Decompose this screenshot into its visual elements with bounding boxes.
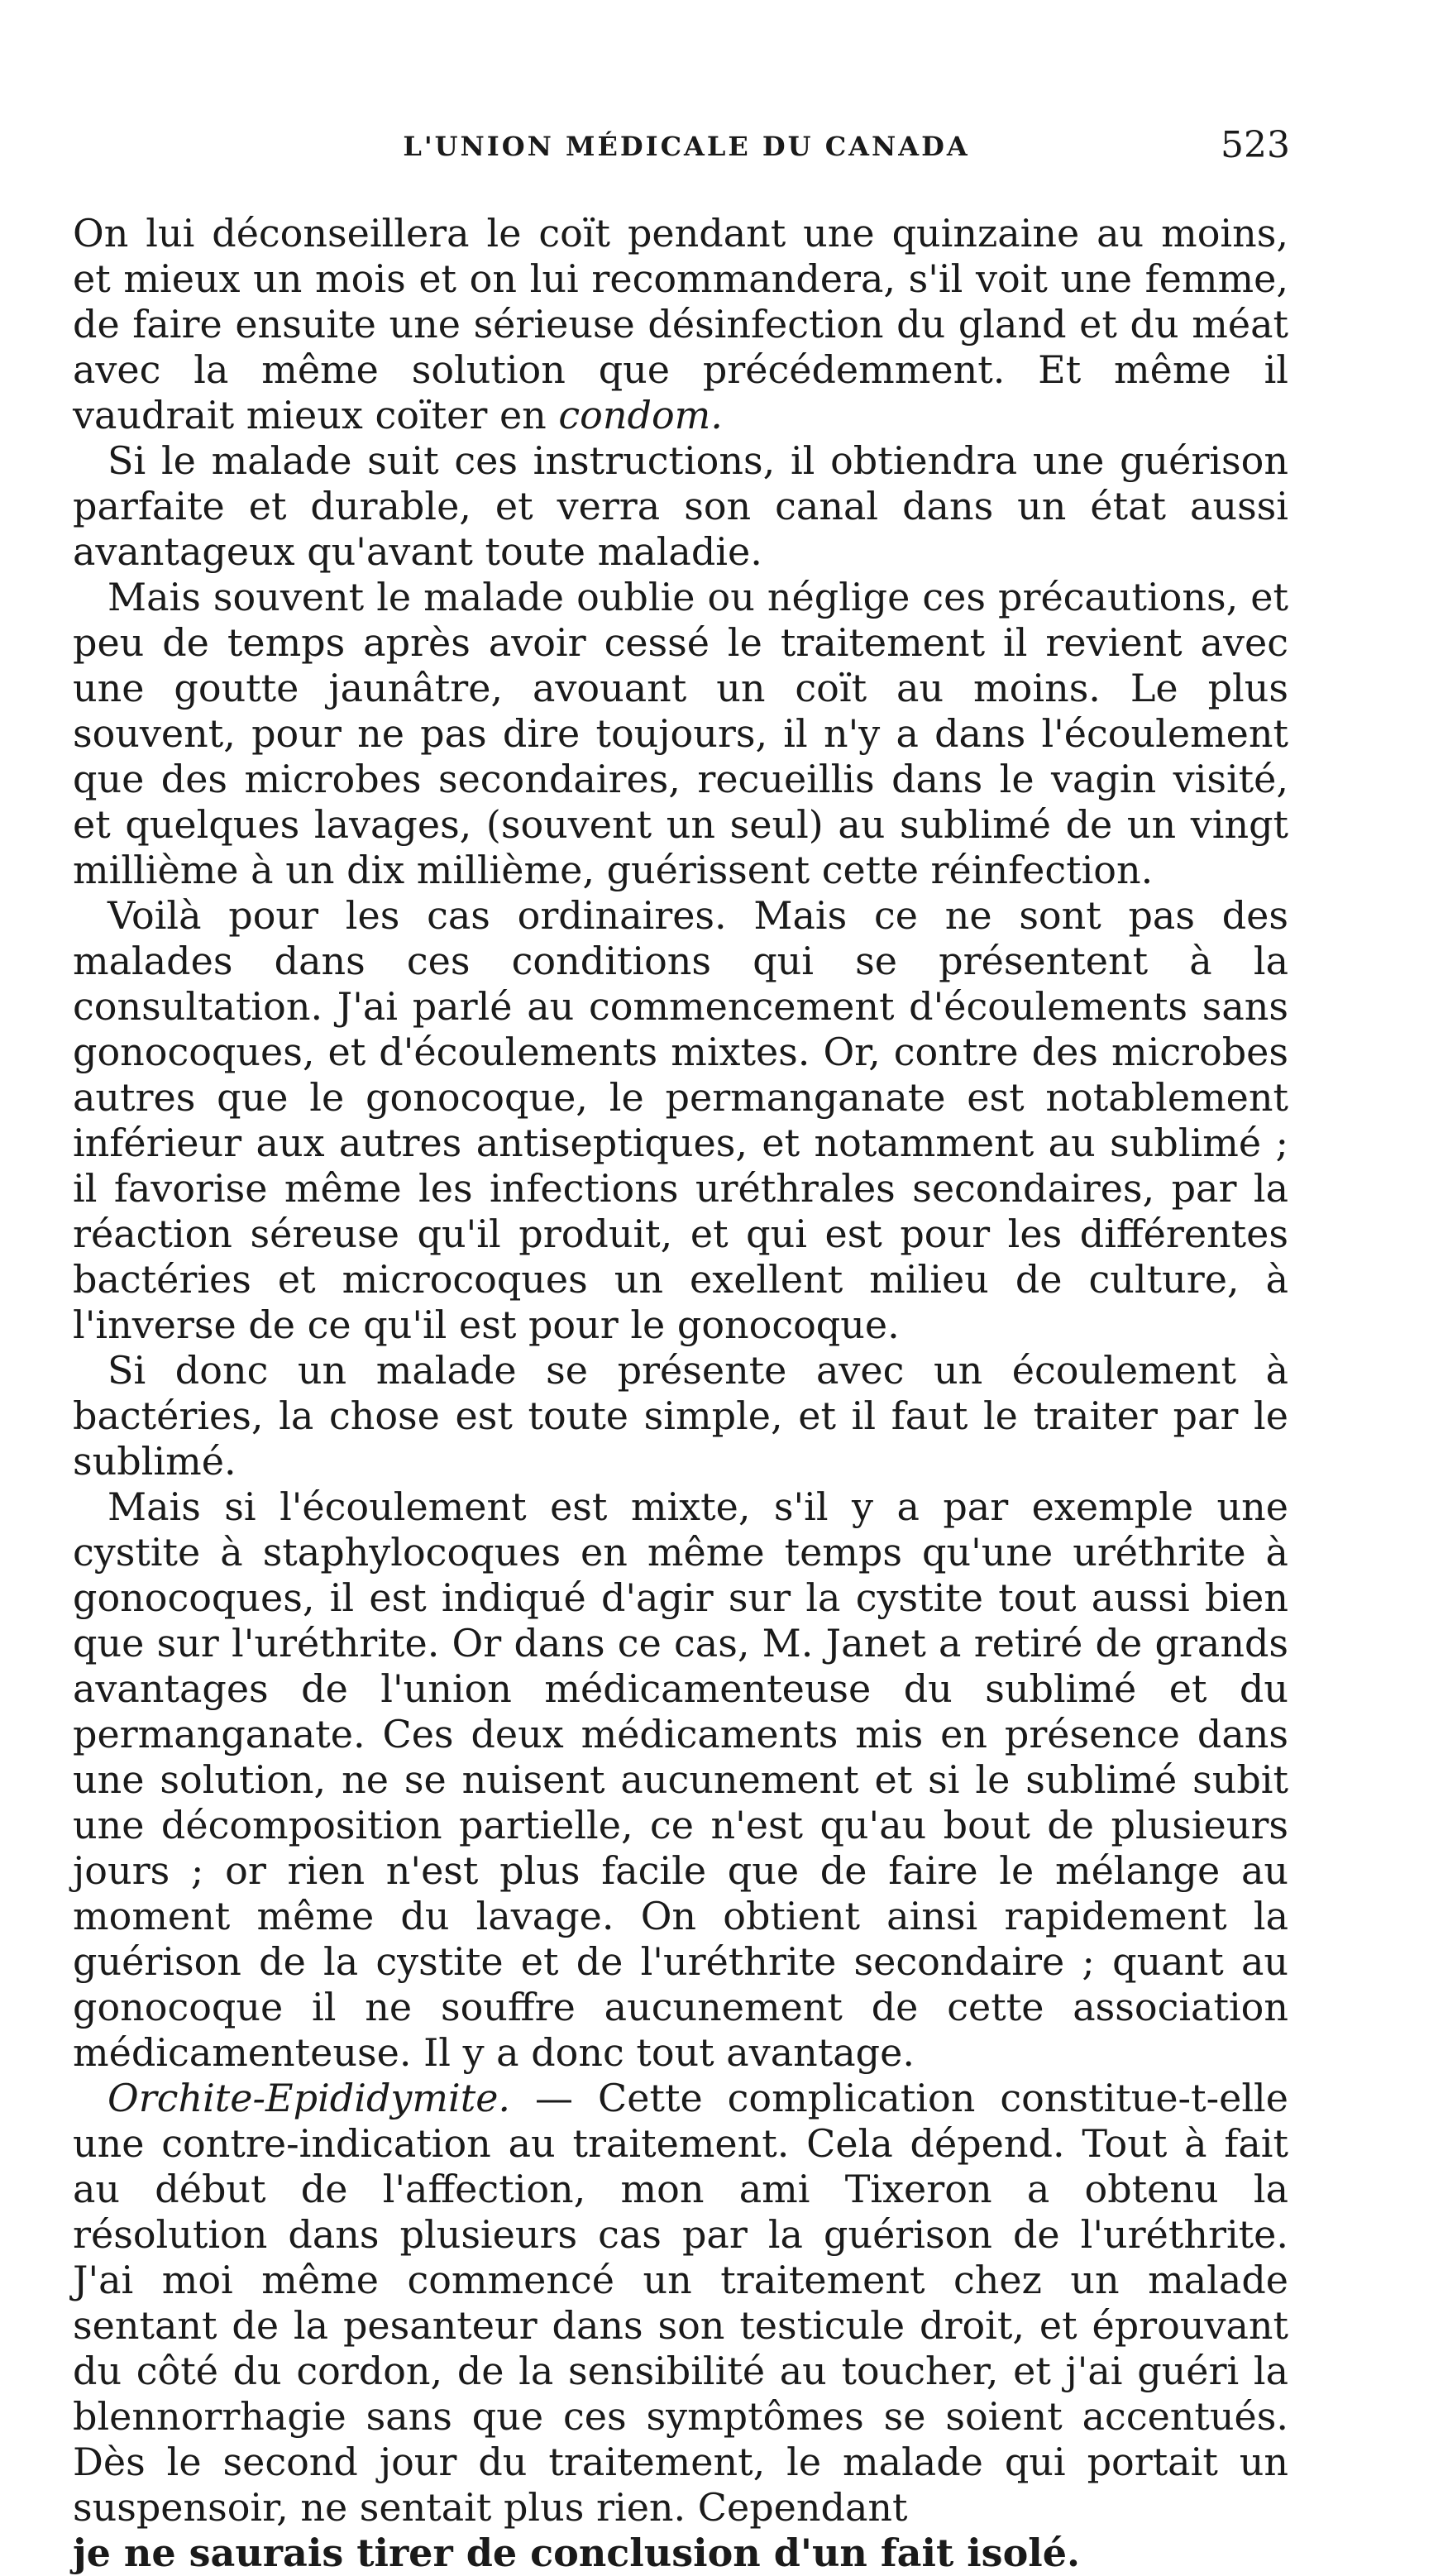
paragraph: [73, 211, 1288, 438]
paragraph: [73, 2076, 1288, 2531]
paragraph: Mais si l'écoulement est mixte, s'il y a par exemple une cystite à staphylocoques en même temps qu'une uréthrite à gonocoques, il est indiqué d'agir sur la cystite tout aussi bien que sur l'uréthrite. Or dans ce cas, M. Janet a retiré de grands avantages de l'union médicamenteuse du sublimé et du permanganate. Ces deux médicaments mis en présence dans une solution, ne se nuisent aucunement et si le sublimé subit une décomposition partielle, ce n'est qu'au bout de plusieurs jours ; or rien n'est plus facile que de faire le mélange au moment même du lavage. On obtient ainsi rapidement la guérison de la cystite et de l'uréthrite secondaire ; quant au gonocoque il ne souffre aucunement de cette association médicamenteuse. Il y a donc tout avantage.: [73, 1484, 1288, 2075]
paragraph: Mais souvent le malade oublie ou néglige ces précautions, et peu de temps après avoir cessé le traitement il revient avec une goutte jaunâtre, avouant un coït au moins. Le plus souvent, pour ne pas dire toujours, il n'y a dans l'écoulement que des microbes secondaires, recueillis dans le vagin visité, et quelques lavages, (souvent un seul) au sublimé de un vingt millième à un dix millième, guérissent cette réinfection.: [73, 575, 1288, 892]
paragraph: Si le malade suit ces instructions, il obtiendra une guérison parfaite et durable, et verra son canal dans un état aussi avantageux qu'avant toute maladie.: [73, 438, 1288, 574]
paragraph: je ne saurais tirer de conclusion d'un fait isolé.: [73, 2531, 1081, 2575]
paragraph-text: — Cette complication constitue-t-elle une contre-indication au traitement. Cela dépend. Tout à fait au début de l'affection, mon ami Tixeron a obtenu la résolution dans plusieurs cas par la guérison de l'uréthrite. J'ai moi même commencé un traitement chez un malade sentant de la pesanteur dans son testicule droit, et éprouvant du côté du cordon, de la sensibilité au toucher, et j'ai guéri la blennorrhagie sans que ces symptômes se soient accentués. Dès le second jour du traitement, le malade qui portait un suspensoir, ne sentait plus rien. Cependant: [73, 2076, 1288, 2530]
page-number: 523: [1221, 124, 1290, 166]
paragraph: Voilà pour les cas ordinaires. Mais ce ne sont pas des malades dans ces conditions qui se présentent à la consultation. J'ai parlé au commencement d'écoulements sans gonocoques, et d'écoulements mixtes. Or, contre des microbes autres que le gonocoque, le permanganate est notablement inférieur aux autres antiseptiques, et notamment au sublimé ; il favorise même les infections uréthrales secondaires, par la réaction séreuse qu'il produit, et qui est pour les différentes bactéries et microcoques un exellent milieu de culture, à l'inverse de ce qu'il est pour le gonocoque.: [73, 893, 1288, 1347]
running-head: [74, 124, 1290, 174]
body-text: [73, 211, 1288, 2576]
paragraph: Si donc un malade se présente avec un écoulement à bactéries, la chose est toute simple, et il faut le traiter par le sublimé.: [73, 1348, 1288, 1484]
section-heading: Orchite-Epididymite.: [108, 2076, 511, 2120]
paragraph-text: On lui déconseillera le coït pendant une quinzaine au moins, et mieux un mois et on lui recommandera, s'il voit une femme, de faire ensuite une sérieuse désinfection du gland et du méat avec la même solution que précédemment. Et même il vaudrait mieux coïter en: [73, 211, 1288, 437]
journal-title: L'UNION MÉDICALE DU CANADA: [403, 131, 970, 162]
italic-term: condom.: [558, 393, 723, 437]
